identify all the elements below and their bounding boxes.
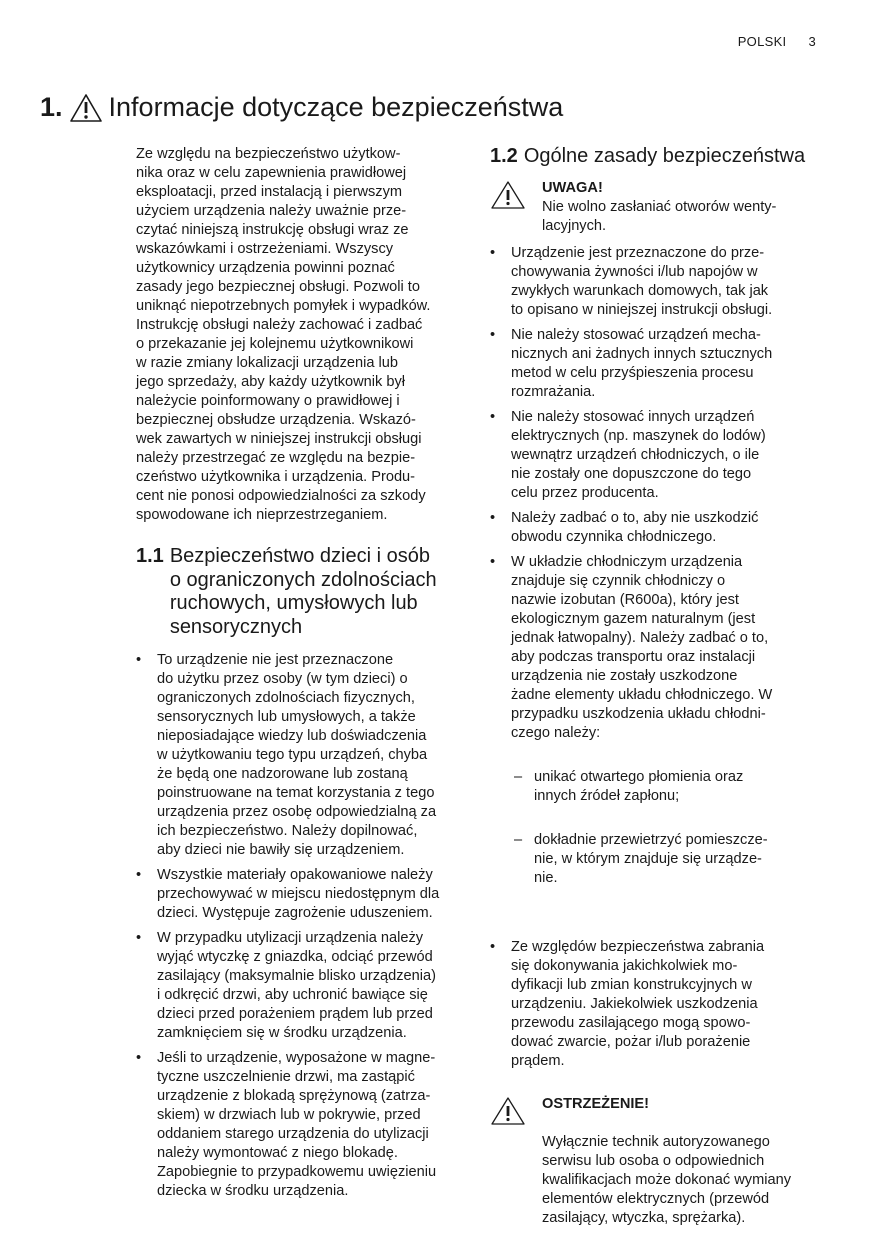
page-number: 3	[808, 34, 816, 49]
section-1-1-number: 1.1	[136, 545, 164, 567]
caution-box	[490, 179, 820, 236]
list-item: • Wszystkie materiały opakowaniowe należy przechowywać w miejscu niedostępnym dla dzieci. Występuje zagrożenie uduszeniem.	[136, 866, 466, 923]
list-item-text: W układzie chłodniczym urządzenia znajduje się czynnik chłodniczy o nazwie izobutan (R600a), który jest ekologicznym gazem naturalnym (jest jednak łatwopalny). Należy zadbać o to, aby podczas transportu oraz instalacji urządzenia nie zostały uszkodzone żadne elementy układu chłodniczego. W przypadku uszkodzenia układu chłodni- czego należy:	[511, 553, 773, 741]
list-item: • Ze względów bezpieczeństwa zabrania się dokonywania jakichkolwiek mo- dyfikacji lub zmian konstrukcyjnych w urządzeniu. Jakiekolwiek uszkodzenia przewodu zasilającego mogą spowo- dować zwarcie, pożar i/lub porażenie prądem.	[490, 938, 820, 1071]
right-column	[490, 145, 820, 1228]
title-text: Informacje dotyczące bezpieczeństwa	[108, 92, 564, 122]
section-1-2-title: Ogólne zasady bezpieczeństwa	[523, 145, 806, 167]
list-item: • Urządzenie jest przeznaczone do prze- chowywania żywności i/lub napojów w zwykłych warunkach domowych, tak jak to opisano w niniejszej instrukcji obsługi.	[490, 244, 820, 320]
warning-triangle-icon	[69, 93, 103, 123]
page-header	[716, 34, 816, 49]
warning-box	[490, 1095, 820, 1228]
section-1-2-list	[490, 244, 820, 1071]
page-title	[40, 92, 563, 123]
warning-text: Wyłącznie technik autoryzowanego serwisu lub osoba o odpowiednich kwalifikacjach może dokonać wymiany elementów elektrycznych (przewód zasilający, wtyczka, sprężarka).	[542, 1133, 792, 1226]
warning-triangle-icon	[490, 179, 526, 211]
list-item: • Nie należy stosować innych urządzeń elektrycznych (np. maszynek do lodów) wewnątrz urządzeń chłodniczych, o ile nie zostały one dopuszczone do tego celu przez producenta.	[490, 408, 820, 503]
section-1-1-title: Bezpieczeństwo dzieci i osób o ograniczonych zdolnościach ruchowych, umysłowych lub sensorycznych	[169, 545, 437, 638]
warning-triangle-icon	[490, 1095, 526, 1127]
left-column	[136, 145, 466, 1207]
list-item: • Należy zadbać o to, aby nie uszkodzić obwodu czynnika chłodniczego.	[490, 509, 820, 547]
section-1-1-list	[136, 651, 466, 1201]
warning-label: OSTRZEŻENIE!	[542, 1095, 650, 1112]
intro-paragraph: Ze względu na bezpieczeństwo użytkow- nika oraz w celu zapewnienia prawidłowej eksploatacji, przed instalacją i pierwszym użyciem urządzenia należy uważnie prze- czytać niniejszą instrukcję obsługi wraz ze wskazówkami i ostrzeżeniami. Wszyscy użytkownicy urządzenia powinni poznać zasady jego bezpiecznej obsługi. Pozwoli to uniknąć niepotrzebnych pomyłek i wypadków. Instrukcję obsługi należy zachować i zadbać o przekazanie jej kolejnemu użytkownikowi w razie zmiany lokalizacji urządzenia lub jego sprzedaży, aby każdy użytkownik był należycie poinformowany o prawidłowej i bezpiecznej obsłudze urządzenia. Wskazó- wek zawartych w niniejszej instrukcji obsługi należy przestrzegać ze względu na bezpie- czeństwo użytkownika i urządzenia. Produ- cent nie ponosi odpowiedzialności za szkody spowodowane ich nieprzestrzeganiem.	[136, 146, 431, 523]
section-1-2-number: 1.2	[490, 145, 518, 167]
section-1-1-heading	[136, 545, 466, 639]
caution-text: Nie wolno zasłaniać otworów wenty- lacyjnych.	[542, 198, 777, 234]
list-item: • W przypadku utylizacji urządzenia należy wyjąć wtyczkę z gniazdka, odciąć przewód zasilający (maksymalnie blisko urządzenia) i odkręcić drzwi, aby uchronić bawiące się dzieci przed porażeniem prądem lub przed zamknięciem się w środku urządzenia.	[136, 929, 466, 1043]
section-number: 1.	[40, 92, 63, 122]
section-1-2-heading	[490, 145, 820, 169]
sub-list-item: – dokładnie przewietrzyć pomieszcze- nie, w którym znajduje się urządze- nie.	[511, 831, 820, 888]
sub-list	[511, 749, 820, 913]
list-item: • Jeśli to urządzenie, wyposażone w magne- tyczne uszczelnienie drzwi, ma zastąpić urządzenie z blokadą sprężynową (zatrza- skiem) w drzwiach lub w pokrywie, przed oddaniem starego urządzenia do utylizacji należy wymontować z niego blokadę. Zapobiegnie to przypadkowemu uwięzieniu dziecka w środku urządzenia.	[136, 1049, 466, 1201]
list-item: • To urządzenie nie jest przeznaczone do użytku przez osoby (w tym dzieci) o ograniczonych zdolnościach fizycznych, sensorycznych lub umysłowych, a także nieposiadające wiedzy lub doświadczenia w użytkowaniu tego typu urządzeń, chyba że będą one nadzorowane lub zostaną poinstruowane na temat korzystania z tego urządzenia przez osobę odpowiedzialną za ich bezpieczeństwo. Należy dopilnować, aby dzieci nie bawiły się urządzeniem.	[136, 651, 466, 860]
sub-list-item: – unikać otwartego płomienia oraz innych źródeł zapłonu;	[511, 768, 820, 806]
caution-label: UWAGA!	[542, 179, 603, 196]
list-item	[490, 553, 820, 932]
list-item: • Nie należy stosować urządzeń mecha- nicznych ani żadnych innych sztucznych metod w celu przyśpieszenia procesu rozmrażania.	[490, 326, 820, 402]
language-label: POLSKI	[737, 34, 787, 49]
